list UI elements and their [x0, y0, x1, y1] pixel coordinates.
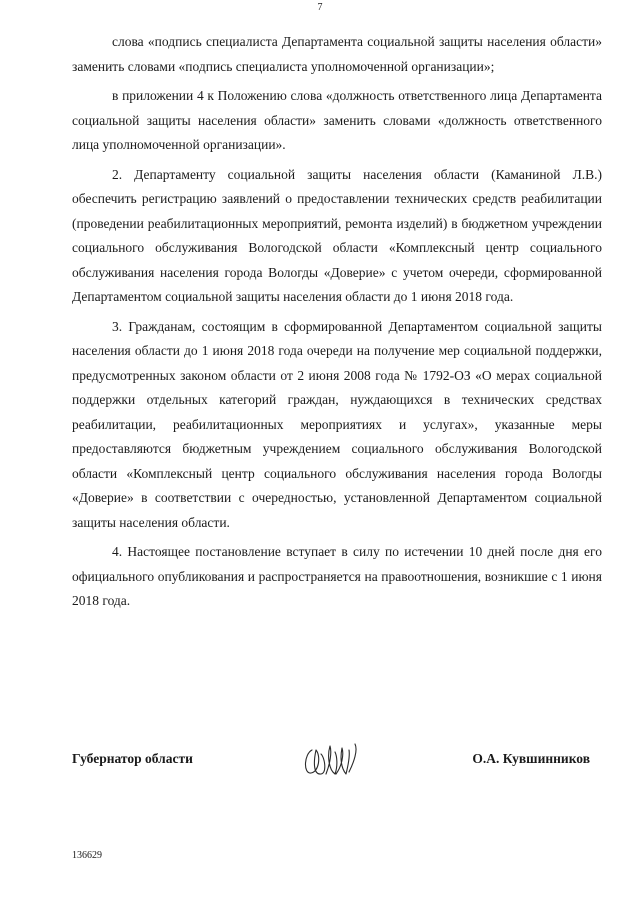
- document-code: 136629: [72, 850, 102, 861]
- paragraph-item-3: 3. Гражданам, состоящим в сформированной Департаментом социальной защиты населения области до 1 июня 2018 года очереди на получение мер социальной поддержки, предусмотренных законом области от 2 июня 2008 года № 1792-ОЗ «О мерах социальной поддержки отдельных категорий граждан, нуждающихся в технических средствах реабилитации, реабилитационных мероприятиях и услугах», указанные меры предоставляются бюджетным учреждением социального обслуживания Вологодской области «Комплексный центр социального обслуживания населения города Вологды «Доверие» в соответствии с очередностью, установленной Департаментом социальной защиты населения области.: [72, 318, 602, 530]
- paragraph-item-2: 2. Департаменту социальной защиты населения области (Каманиной Л.В.) обеспечить регистрацию заявлений о предоставлении технических средств реабилитации (проведении реабилитационных мероприятий, ремонта изделий) в бюджетном учреждении социального обслуживания Вологодской области «Комплексный центр социального обслуживания населения города Вологды «Доверие» с учетом очереди, сформированной Департаментом социальной защиты населения области до 1 июня 2018 года.: [72, 166, 602, 304]
- signer-name: О.А. Кувшинников: [472, 751, 590, 766]
- paragraph-signature-wording: слова «подпись специалиста Департамента социальной защиты населения области» заменить словами «подпись специалиста уполномоченной организации»;: [72, 34, 602, 74]
- document-body: [72, 30, 602, 614]
- signer-title: Губернатор области: [72, 751, 193, 766]
- handwritten-signature: [300, 738, 364, 784]
- page-number: 7: [317, 2, 323, 13]
- paragraph-item-4: 4. Настоящее постановление вступает в силу по истечении 10 дней после дня его официального опубликования и распространяется на правоотношения, возникшие с 1 июня 2018 года.: [72, 544, 602, 608]
- signature-block: [72, 738, 602, 788]
- paragraph-appendix-4: в приложении 4 к Положению слова «должность ответственного лица Департамента социальной защиты населения области» заменить словами «должность ответственного лица уполномоченной организации».: [72, 88, 602, 152]
